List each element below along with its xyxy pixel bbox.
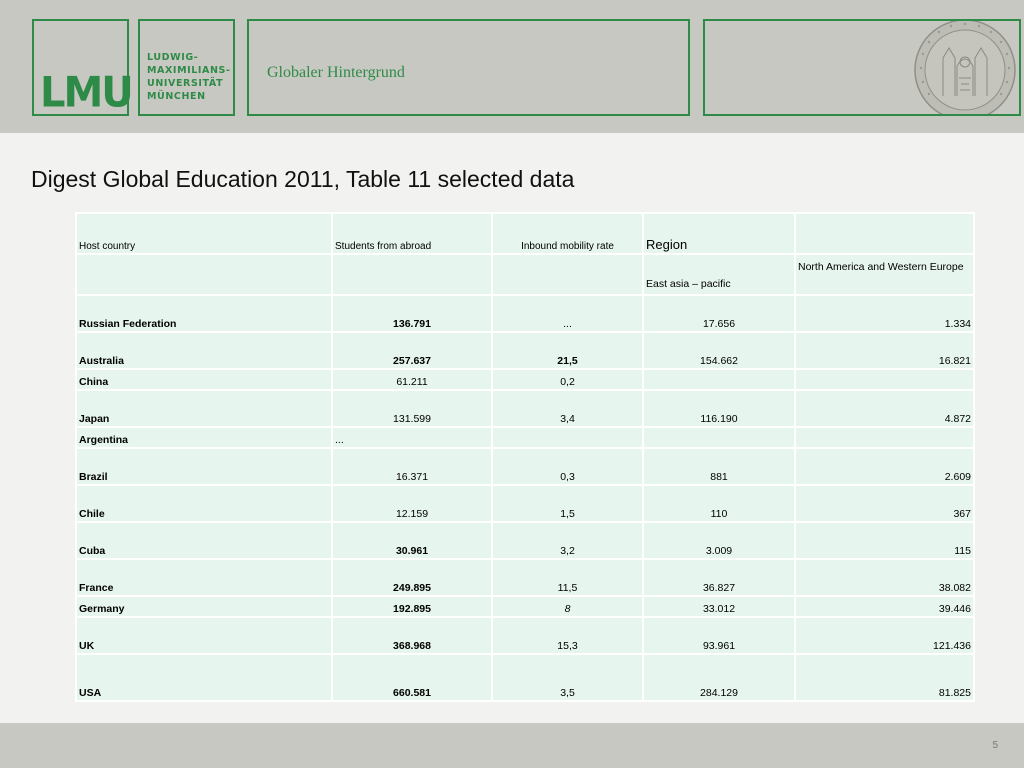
table-row	[76, 295, 974, 332]
header-region: Region	[643, 213, 795, 254]
cell-rate: 21,5	[492, 332, 643, 369]
cell-country: France	[76, 559, 332, 596]
cell-students: 136.791	[332, 295, 492, 332]
cell-students: 192.895	[332, 596, 492, 617]
cell-rate	[492, 427, 643, 448]
subheader-empty-cell	[76, 254, 332, 295]
cell-east-asia: 17.656	[643, 295, 795, 332]
cell-east-asia: 36.827	[643, 559, 795, 596]
cell-students: ...	[332, 427, 492, 448]
cell-east-asia	[643, 427, 795, 448]
university-seal-icon	[913, 19, 1017, 116]
university-name-line: MAXIMILIANS-	[147, 65, 231, 76]
education-data-table	[75, 212, 975, 702]
cell-students: 368.968	[332, 617, 492, 654]
cell-students: 249.895	[332, 559, 492, 596]
cell-north-america	[795, 369, 974, 390]
cell-north-america: 16.821	[795, 332, 974, 369]
cell-east-asia: 881	[643, 448, 795, 485]
cell-rate: 8	[492, 596, 643, 617]
university-name-line: UNIVERSITÄT	[147, 78, 224, 89]
university-name-line: MÜNCHEN	[147, 91, 206, 102]
slide-header	[0, 0, 1024, 133]
page-number: 5	[992, 740, 998, 751]
table-row	[76, 390, 974, 427]
cell-rate: 3,4	[492, 390, 643, 427]
table-header-row	[76, 213, 974, 254]
cell-rate: 3,2	[492, 522, 643, 559]
table-subheader-row	[76, 254, 974, 295]
cell-students: 16.371	[332, 448, 492, 485]
cell-students: 12.159	[332, 485, 492, 522]
slide-footer	[0, 723, 1024, 768]
cell-country: Chile	[76, 485, 332, 522]
lmu-logo	[32, 19, 132, 118]
cell-rate: 0,2	[492, 369, 643, 390]
cell-students: 61.211	[332, 369, 492, 390]
cell-north-america: 1.334	[795, 295, 974, 332]
cell-north-america	[795, 427, 974, 448]
header-east-asia-pacific: East asia – pacific	[643, 254, 795, 295]
cell-east-asia: 116.190	[643, 390, 795, 427]
table-row	[76, 448, 974, 485]
cell-north-america: 4.872	[795, 390, 974, 427]
lmu-logo-text: LMU	[40, 68, 132, 118]
header-inbound-mobility-rate: Inbound mobility rate	[492, 213, 643, 254]
table-row	[76, 332, 974, 369]
cell-rate: 11,5	[492, 559, 643, 596]
cell-east-asia: 93.961	[643, 617, 795, 654]
table-row	[76, 617, 974, 654]
header-host-country: Host country	[76, 213, 332, 254]
university-name-box	[138, 19, 235, 116]
cell-north-america: 39.446	[795, 596, 974, 617]
cell-north-america: 81.825	[795, 654, 974, 701]
cell-country: Australia	[76, 332, 332, 369]
cell-rate: 0,3	[492, 448, 643, 485]
table-row	[76, 427, 974, 448]
table-row	[76, 596, 974, 617]
table-row	[76, 559, 974, 596]
cell-east-asia: 33.012	[643, 596, 795, 617]
header-north-america-western-europe: North America and Western Europe	[795, 254, 974, 295]
cell-country: Russian Federation	[76, 295, 332, 332]
university-name	[147, 51, 231, 103]
cell-north-america: 115	[795, 522, 974, 559]
header-students-from-abroad: Students from abroad	[332, 213, 492, 254]
cell-north-america: 367	[795, 485, 974, 522]
table-row	[76, 485, 974, 522]
seal-box	[703, 19, 1021, 116]
cell-east-asia: 110	[643, 485, 795, 522]
cell-country: Cuba	[76, 522, 332, 559]
slide-title: Digest Global Education 2011, Table 11 selected data	[31, 166, 575, 192]
cell-rate: 1,5	[492, 485, 643, 522]
cell-north-america: 38.082	[795, 559, 974, 596]
cell-east-asia: 284.129	[643, 654, 795, 701]
cell-country: UK	[76, 617, 332, 654]
university-name-line: LUDWIG-	[147, 52, 199, 63]
section-title-box	[247, 19, 690, 116]
table-row	[76, 522, 974, 559]
cell-north-america: 121.436	[795, 617, 974, 654]
cell-rate: 3,5	[492, 654, 643, 701]
cell-country: Germany	[76, 596, 332, 617]
section-title: Globaler Hintergrund	[267, 64, 405, 81]
header-empty-cell	[795, 213, 974, 254]
cell-students: 131.599	[332, 390, 492, 427]
cell-country: USA	[76, 654, 332, 701]
cell-country: Argentina	[76, 427, 332, 448]
cell-rate: 15,3	[492, 617, 643, 654]
cell-east-asia	[643, 369, 795, 390]
subheader-empty-cell	[492, 254, 643, 295]
cell-students: 30.961	[332, 522, 492, 559]
cell-country: Japan	[76, 390, 332, 427]
table-row	[76, 654, 974, 701]
cell-country: Brazil	[76, 448, 332, 485]
cell-country: China	[76, 369, 332, 390]
cell-rate: ...	[492, 295, 643, 332]
subheader-empty-cell	[332, 254, 492, 295]
table-row	[76, 369, 974, 390]
cell-east-asia: 3.009	[643, 522, 795, 559]
cell-students: 257.637	[332, 332, 492, 369]
cell-north-america: 2.609	[795, 448, 974, 485]
cell-east-asia: 154.662	[643, 332, 795, 369]
cell-students: 660.581	[332, 654, 492, 701]
